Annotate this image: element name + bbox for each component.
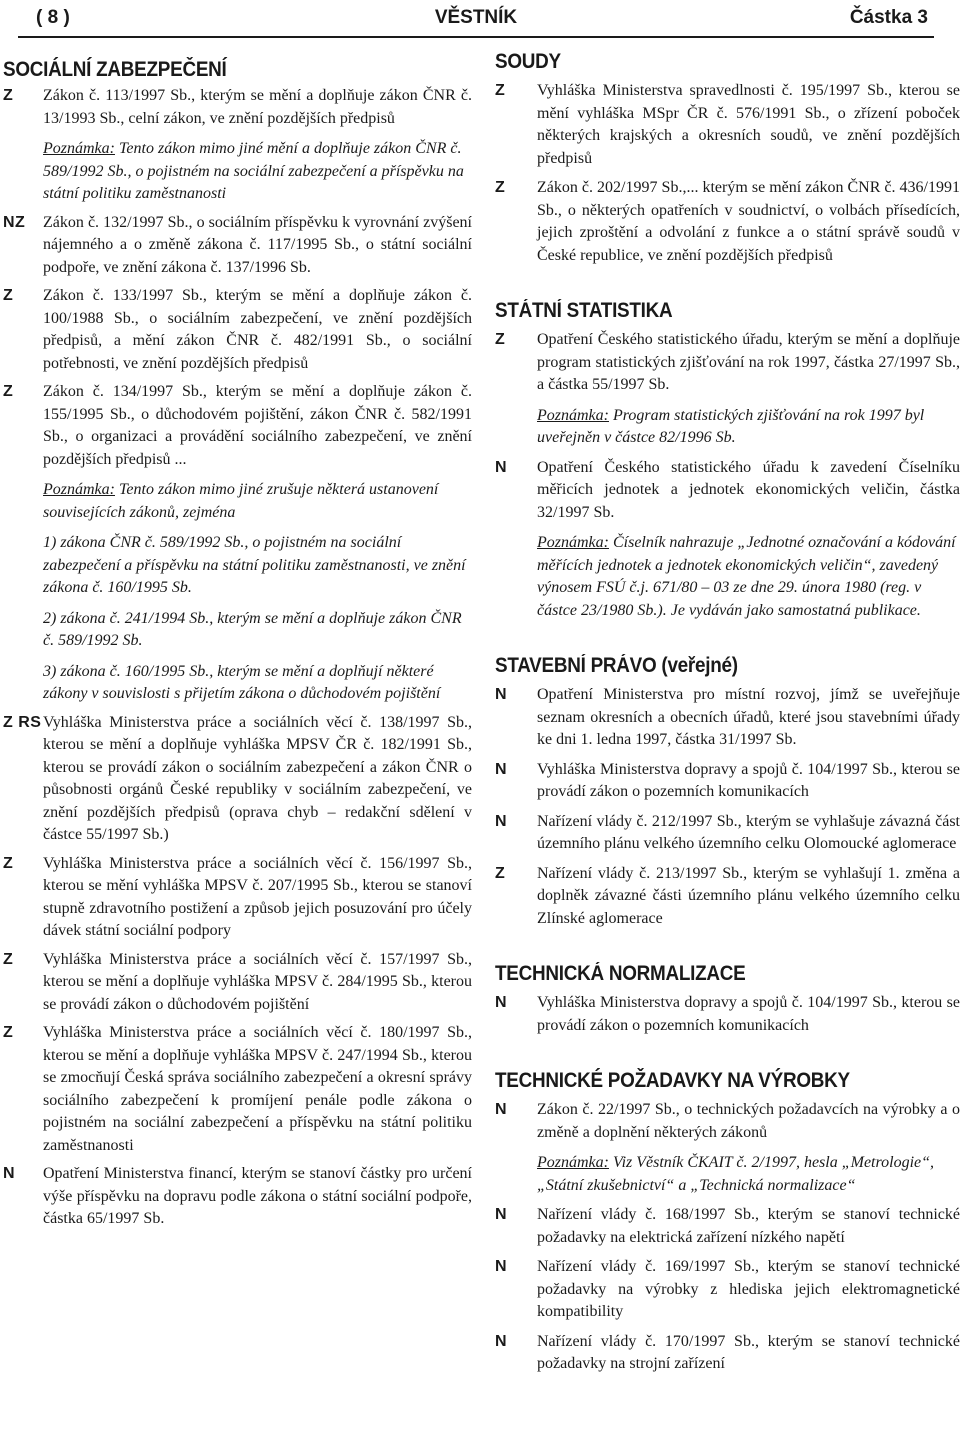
note-list-item: 1) zákona ČNR č. 589/1992 Sb., o pojistném na sociální zabezpečení a příspěvku na státní politiku zaměstnanosti, ve znění zákona č. 160/1995 Sb. <box>43 534 466 596</box>
legal-entry <box>0 1022 472 1157</box>
entry-text: Opatření Ministerstva pro místní rozvoj, jímž se uveřejňuje seznam okresních a obecních úřadů, které jsou stavebními úřady ke dni 1. ledna 1997, částka 31/1997 Sb. <box>537 686 960 748</box>
legal-entry <box>0 212 472 280</box>
note-text: Tento zákon mimo jiné zrušuje některá ustanovení souvisejících zákonů, zejména <box>43 481 439 521</box>
left-column <box>0 50 472 1237</box>
section-title: SOCIÁLNÍ ZABEZPEČENÍ <box>3 58 227 81</box>
entry-mark: N <box>495 686 508 703</box>
entry-text: Vyhláška Ministerstva práce a sociálních věcí č. 180/1997 Sb., kterou se mění a doplňuje vyhláška MPSV č. 247/1994 Sb., kterou se zmocňují Česká správa sociálního zabezpečení a okresní správy sociálního zabezpečení k promíjení penále podle zákona o pojistném na sociální zabezpečení a příspěvku na státní politiku zaměstnanosti <box>43 1024 472 1154</box>
right-column <box>493 50 960 1383</box>
note-label: Poznámka: <box>537 406 609 424</box>
entry-body <box>537 811 960 856</box>
entry-note <box>537 405 960 450</box>
entry-text: Vyhláška Ministerstva práce a sociálních věcí č. 138/1997 Sb., kterou se mění a doplňuje vyhláška MPSV ČR č. 182/1991 Sb., kterou se provádí zákon o sociálním zabezpečení a zákon ČNR o působnosti orgánů České republiky v sociálním zabezpečení, ve znění pozdějších předpisů (oprava chyb – redakční sdělení v částce 55/1997 Sb.) <box>43 713 472 843</box>
entry-text: Vyhláška Ministerstva práce a sociálních věcí č. 156/1997 Sb., kterou se mění vyhláška MPSV č. 207/1995 Sb., kterou se stanoví stupně zdravotního postižení a způsob jejich posuzování pro účely dávek státní sociální podpory <box>43 854 472 939</box>
entry-text: Nařízení vlády č. 169/1997 Sb., kterým se stanoví technické požadavky na výrobky z hlediska jejich elektromagnetické kompatibility <box>537 1258 960 1320</box>
entry-mark: Z <box>495 82 506 99</box>
entry-mark: N <box>495 1258 508 1275</box>
entry-body <box>43 1163 472 1231</box>
entry-body <box>537 759 960 804</box>
legal-entry <box>493 177 960 267</box>
entry-body <box>537 863 960 931</box>
note-list-item: 3) zákona č. 160/1995 Sb., kterým se mění a doplňují některé zákony v souvislosti s přijetím zákona o důchodovém pojištění <box>43 662 441 702</box>
entry-mark: Z <box>3 1024 14 1041</box>
entry-text: Zákon č. 134/1997 Sb., kterým se mění a doplňuje zákon č. 155/1995 Sb., o důchodovém pojištění, zákon ČNR č. 582/1991 Sb., o organizaci a provádění sociálního zabezpečení, ve znění pozdějších předpisů ... <box>43 383 472 468</box>
legal-entry <box>493 811 960 856</box>
entry-mark: N <box>495 760 508 778</box>
entry-text: Vyhláška Ministerstva spravedlnosti č. 195/1997 Sb., kterou se mění vyhláška MSpr ČR č. 576/1991 Sb., o zřízení poboček některých krajských a okresních soudů, ve znění pozdějších předpisů <box>537 82 960 167</box>
entry-mark: N <box>495 994 508 1011</box>
entry-mark: N <box>495 1206 508 1223</box>
entry-body <box>537 1331 960 1376</box>
entry-text: Opatření Českého statistického úřadu, kterým se mění a doplňuje program statistických zjišťování na rok 1997, částka 27/1997 Sb., a částka 55/1997 Sb. <box>537 331 960 393</box>
entry-text: Opatření Českého statistického úřadu k zavedení Číselníku měřicích jednotek a jednotek ekonomických veličin, částka 32/1997 Sb. <box>537 458 960 521</box>
publication-title: VĚSTNÍK <box>434 7 518 28</box>
note-label: Poznámka: <box>43 481 115 498</box>
legal-entry <box>493 457 960 623</box>
entry-text: Zákon č. 22/1997 Sb., o technických požadavcích na výrobky a o změně a doplnění některých zákonů <box>537 1101 960 1141</box>
entry-mark: Z <box>3 950 14 968</box>
entry-mark: N <box>495 812 508 830</box>
entry-body <box>537 1204 960 1249</box>
section-title: SOUDY <box>495 50 561 73</box>
note-label: Poznámka: <box>43 140 115 157</box>
legal-entry <box>0 285 472 375</box>
legal-entry <box>493 1331 960 1376</box>
entry-mark: Z <box>3 87 14 104</box>
section-title: TECHNICKÉ POŽADAVKY NA VÝROBKY <box>495 1069 850 1092</box>
entry-text: Opatření Ministerstva financí, kterým se stanoví částky pro určení výše příspěvku na dopravu podle zákona o státní sociální podpoře, částka 65/1997 Sb. <box>43 1165 472 1227</box>
legal-entry <box>493 1256 960 1324</box>
entry-body <box>43 212 472 280</box>
entry-body <box>43 1022 472 1157</box>
entry-body <box>43 853 472 943</box>
legal-entry <box>493 329 960 450</box>
issue-label: Částka 3 <box>849 7 928 28</box>
legal-entry <box>0 85 472 206</box>
entry-mark: Z <box>495 331 506 348</box>
legal-entry <box>493 1099 960 1197</box>
entry-body <box>537 992 960 1037</box>
entry-note <box>537 532 960 622</box>
section-title: STÁTNÍ STATISTIKA <box>495 299 673 322</box>
entry-body <box>537 1099 960 1197</box>
entry-mark: N <box>495 458 508 476</box>
entry-text: Zákon č. 113/1997 Sb., kterým se mění a doplňuje zákon ČNR č. 13/1993 Sb., celní zákon, ve znění pozdějších předpisů <box>43 87 472 127</box>
entry-mark: Z <box>495 179 506 196</box>
note-text: Číselník nahrazuje „Jednotné označování a kódování měřících jednotek a jednotek ekonomických veličin“, zavedený výnosem FSÚ č.j. 671/80 – 03 ze dne 29. února 1980 (reg. v částce 23/1980 Sb.). Je vydáván jako samostatná publikace. <box>537 534 956 619</box>
entry-mark: Z <box>495 864 506 882</box>
entry-text: Nařízení vlády č. 170/1997 Sb., kterým se stanoví technické požadavky na strojní zařízení <box>537 1332 960 1372</box>
legal-entry <box>0 381 472 706</box>
legal-entry <box>493 80 960 170</box>
entry-mark: Z RS <box>3 713 42 731</box>
legal-entry <box>493 992 960 1037</box>
entry-text: Nařízení vlády č. 213/1997 Sb., kterým se vyhlašují 1. změna a doplněk závazné části územního plánu velkého územního celku Zlínské aglomerace <box>537 864 960 927</box>
legal-entry <box>493 863 960 931</box>
legal-entry <box>0 1163 472 1231</box>
entry-body <box>43 712 472 847</box>
page-number: ( 8 ) <box>36 7 70 28</box>
legal-entry <box>0 853 472 943</box>
entry-body <box>43 85 472 206</box>
entry-body <box>537 80 960 170</box>
entry-text: Zákon č. 132/1997 Sb., o sociálním příspěvku k vyrovnání zvýšení nájemného a o změně zákona č. 117/1995 Sb., o státní sociální podpoře, ve znění zákona č. 137/1996 Sb. <box>43 213 472 276</box>
entry-mark: Z <box>3 854 14 872</box>
entry-body <box>537 457 960 623</box>
entry-body <box>537 684 960 752</box>
entry-text: Vyhláška Ministerstva dopravy a spojů č. 104/1997 Sb., kterou se provádí zákon o pozemních komunikacích <box>537 760 960 800</box>
page-header <box>18 0 934 38</box>
entry-text: Vyhláška Ministerstva dopravy a spojů č. 104/1997 Sb., kterou se provádí zákon o pozemních komunikacích <box>537 994 960 1034</box>
entry-mark: N <box>495 1332 508 1350</box>
entry-mark: N <box>495 1101 508 1118</box>
entry-mark: NZ <box>3 213 26 231</box>
section-title: STAVEBNÍ PRÁVO (veřejné) <box>495 654 738 677</box>
entry-body <box>537 1256 960 1324</box>
entry-text: Zákon č. 202/1997 Sb.,... kterým se mění zákon ČNR č. 436/1991 Sb., o některých opatřeních v soudnictví, o volbách přísedících, jejich zproštění a odvolání z funkce a o státní správě soudů v České republice, ve znění pozdějších předpisů <box>537 179 960 264</box>
entry-body <box>537 177 960 267</box>
legal-entry <box>493 759 960 804</box>
entry-body <box>537 329 960 450</box>
entry-body <box>43 285 472 375</box>
entry-mark: Z <box>3 287 14 304</box>
legal-entry <box>0 949 472 1017</box>
entry-note <box>537 1152 960 1197</box>
note-text: Tento zákon mimo jiné mění a doplňuje zákon ČNR č. 589/1992 Sb., o pojistném na sociální zabezpečení a příspěvku na státní politiku zaměstnanosti <box>43 140 464 202</box>
entry-note <box>43 479 472 524</box>
note-text: Program statistických zjišťování na rok 1997 byl uveřejněn v částce 82/1996 Sb. <box>537 406 925 446</box>
entry-body <box>43 949 472 1017</box>
note-list-item: 2) zákona č. 241/1994 Sb., kterým se mění a doplňuje zákon ČNR č. 589/1992 Sb. <box>43 609 462 649</box>
entry-text: Zákon č. 133/1997 Sb., kterým se mění a doplňuje zákon č. 100/1988 Sb., o sociálním zabezpečení, ve znění pozdějších předpisů, a mění zákon ČNR č. 482/1991 Sb., o sociální potřebnosti, ve znění pozdějších předpisů <box>43 287 472 372</box>
note-text: Viz Věstník ČKAIT č. 2/1997, hesla „Metrologie“, „Státní zkušebnictví“ a „Technická normalizace“ <box>537 1154 935 1194</box>
note-label: Poznámka: <box>537 1154 609 1171</box>
section-title: TECHNICKÁ NORMALIZACE <box>495 962 746 985</box>
legal-entry <box>0 712 472 847</box>
legal-entry <box>493 684 960 752</box>
entry-note <box>43 138 472 206</box>
entry-text: Nařízení vlády č. 168/1997 Sb., kterým se stanoví technické požadavky na elektrická zařízení nízkého napětí <box>537 1206 960 1246</box>
entry-text: Vyhláška Ministerstva práce a sociálních věcí č. 157/1997 Sb., kterou se mění a doplňuje vyhláška MPSV č. 284/1995 Sb., kterou se provádí zákon o důchodovém pojištění <box>43 950 472 1013</box>
entry-text: Nařízení vlády č. 212/1997 Sb., kterým se vyhlašuje závazná část územního plánu velkého územního celku Olomoucké aglomerace <box>537 812 960 852</box>
entry-body <box>43 381 472 706</box>
legal-entry <box>493 1204 960 1249</box>
entry-mark: Z <box>3 383 14 400</box>
note-label: Poznámka: <box>537 534 609 551</box>
entry-mark: N <box>3 1165 16 1182</box>
